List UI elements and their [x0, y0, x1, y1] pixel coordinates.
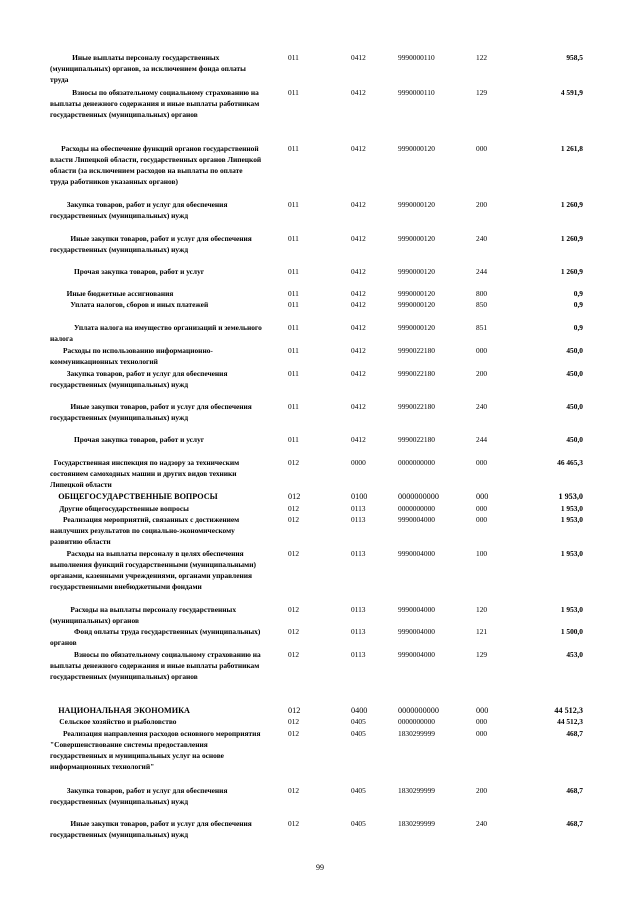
- col-amount: 44 512,3: [557, 717, 583, 726]
- col-expense-type: 000: [476, 458, 488, 467]
- col-ministry-code: 011: [288, 267, 299, 276]
- col-expense-type: 200: [476, 200, 488, 209]
- col-section-code: 0405: [351, 729, 366, 738]
- col-amount: 1 953,0: [560, 504, 583, 513]
- col-target-code: 9990000120: [398, 289, 435, 298]
- col-amount: 468,7: [566, 729, 583, 738]
- col-section-code: 0113: [351, 515, 366, 524]
- col-amount: 1 953,0: [560, 549, 583, 558]
- col-amount: 46 465,3: [557, 458, 583, 467]
- col-section-code: 0412: [351, 435, 366, 444]
- col-ministry-code: 011: [288, 323, 299, 332]
- col-amount: 1 260,9: [560, 200, 583, 209]
- row-description: Сельское хозяйство и рыболовство: [50, 717, 177, 726]
- row-description: ОБЩЕГОСУДАРСТВЕННЫЕ ВОПРОСЫ: [50, 492, 218, 501]
- col-amount: 450,0: [566, 369, 583, 378]
- row-description: Закупка товаров, работ и услуг для обеспечения государственных (муниципальных) нужд: [50, 200, 230, 220]
- col-section-code: 0412: [351, 289, 366, 298]
- row-description: Реализация мероприятий, связанных с достижением наилучших результатов по социально-экономическому развитию области: [50, 515, 242, 546]
- col-section-code: 0405: [351, 819, 366, 828]
- col-ministry-code: 012: [288, 717, 300, 726]
- col-ministry-code: 012: [288, 492, 301, 501]
- col-amount: 468,7: [566, 786, 583, 795]
- row-description: Реализация направления расходов основного мероприятия "Совершенствование системы предоставления государственных и муниципальных услуг на основе информационных технологий": [50, 729, 263, 771]
- col-target-code: 9990022180: [398, 402, 435, 411]
- col-target-code: 0000000000: [398, 458, 435, 467]
- col-target-code: 0000000000: [398, 492, 439, 501]
- col-amount: 1 500,0: [560, 627, 583, 636]
- col-target-code: 9990022180: [398, 346, 435, 355]
- col-expense-type: 240: [476, 819, 488, 828]
- col-target-code: 9990004000: [398, 605, 435, 614]
- col-amount: 453,0: [566, 650, 583, 659]
- col-ministry-code: 011: [288, 402, 299, 411]
- row-description: Закупка товаров, работ и услуг для обеспечения государственных (муниципальных) нужд: [50, 369, 230, 389]
- col-amount: 1 260,9: [560, 267, 583, 276]
- col-section-code: 0412: [351, 300, 366, 309]
- col-section-code: 0412: [351, 402, 366, 411]
- row-description: Иные закупки товаров, работ и услуг для обеспечения государственных (муниципальных) нужд: [50, 234, 254, 254]
- row-description: Иные бюджетные ассигнования: [50, 289, 174, 298]
- col-expense-type: 244: [476, 267, 488, 276]
- col-ministry-code: 012: [288, 627, 300, 636]
- col-expense-type: 200: [476, 369, 488, 378]
- col-expense-type: 000: [476, 346, 488, 355]
- col-target-code: 9990000110: [398, 88, 435, 97]
- col-expense-type: 000: [476, 144, 488, 153]
- col-expense-type: 100: [476, 549, 488, 558]
- col-expense-type: 000: [476, 729, 488, 738]
- col-target-code: 9990022180: [398, 435, 435, 444]
- col-target-code: 0000000000: [398, 717, 435, 726]
- col-section-code: 0113: [351, 549, 366, 558]
- col-amount: 1 260,9: [560, 234, 583, 243]
- col-ministry-code: 011: [288, 300, 299, 309]
- col-amount: 1 953,0: [560, 515, 583, 524]
- col-expense-type: 800: [476, 289, 488, 298]
- col-amount: 0,9: [573, 323, 583, 332]
- col-ministry-code: 011: [288, 234, 299, 243]
- row-description: Прочая закупка товаров, работ и услуг: [50, 435, 205, 444]
- col-ministry-code: 011: [288, 144, 299, 153]
- row-description: Иные закупки товаров, работ и услуг для обеспечения государственных (муниципальных) нужд: [50, 402, 254, 422]
- col-section-code: 0400: [351, 706, 368, 715]
- col-expense-type: 851: [476, 323, 488, 332]
- row-description: Расходы на обеспечение функций органов государственной власти Липецкой области, государственных органов Липецкой области (за исключением расходов на выплаты по оплате труда работников указанных органов): [50, 144, 264, 186]
- col-section-code: 0405: [351, 717, 366, 726]
- col-ministry-code: 012: [288, 458, 300, 467]
- col-amount: 450,0: [566, 402, 583, 411]
- col-ministry-code: 011: [288, 88, 299, 97]
- col-amount: 1 953,0: [558, 492, 583, 501]
- col-ministry-code: 012: [288, 819, 300, 828]
- col-expense-type: 240: [476, 234, 488, 243]
- col-ministry-code: 012: [288, 504, 300, 513]
- col-target-code: 0000000000: [398, 706, 439, 715]
- col-target-code: 9990000120: [398, 300, 435, 309]
- row-description: Взносы по обязательному социальному страхованию на выплаты денежного содержания и иные выплаты работникам государственных (муниципальных) органов: [50, 88, 262, 119]
- row-description: Другие общегосударственные вопросы: [50, 504, 189, 513]
- col-ministry-code: 012: [288, 786, 300, 795]
- page-number: 99: [316, 863, 324, 872]
- col-section-code: 0412: [351, 53, 366, 62]
- row-description: Иные выплаты персоналу государственных (муниципальных) органов, за исключением фонда оплаты труда: [50, 53, 248, 84]
- col-ministry-code: 011: [288, 289, 299, 298]
- row-description: Уплата налога на имущество организаций и земельного налога: [50, 323, 264, 343]
- col-section-code: 0113: [351, 627, 366, 636]
- row-description: Расходы по использованию информационно-коммуникационных технологий: [50, 346, 213, 366]
- col-section-code: 0113: [351, 650, 366, 659]
- col-section-code: 0113: [351, 504, 366, 513]
- col-target-code: 9990000120: [398, 144, 435, 153]
- row-description: Расходы на выплаты персоналу в целях обеспечения выполнения функций государственными (муниципальными) органами, казенными учреждениями, органами управления государственными внебюджетными фондами: [50, 549, 258, 591]
- col-section-code: 0412: [351, 200, 366, 209]
- col-target-code: 9990004000: [398, 650, 435, 659]
- col-target-code: 0000000000: [398, 504, 435, 513]
- col-expense-type: 000: [476, 706, 489, 715]
- col-amount: 450,0: [566, 346, 583, 355]
- col-expense-type: 244: [476, 435, 488, 444]
- col-target-code: 9990004000: [398, 515, 435, 524]
- col-expense-type: 129: [476, 88, 488, 97]
- col-ministry-code: 011: [288, 435, 299, 444]
- col-expense-type: 000: [476, 515, 488, 524]
- col-expense-type: 129: [476, 650, 488, 659]
- col-ministry-code: 011: [288, 369, 299, 378]
- col-section-code: 0412: [351, 144, 366, 153]
- col-section-code: 0412: [351, 267, 366, 276]
- col-section-code: 0113: [351, 605, 366, 614]
- col-expense-type: 121: [476, 627, 488, 636]
- col-target-code: 9990004000: [398, 549, 435, 558]
- col-amount: 0,9: [573, 289, 583, 298]
- row-description: Фонд оплаты труда государственных (муниципальных) органов: [50, 627, 263, 647]
- col-expense-type: 120: [476, 605, 488, 614]
- col-ministry-code: 012: [288, 650, 300, 659]
- col-target-code: 9990000120: [398, 234, 435, 243]
- col-ministry-code: 012: [288, 515, 300, 524]
- col-target-code: 1830299999: [398, 729, 435, 738]
- col-section-code: 0412: [351, 88, 366, 97]
- col-target-code: 9990004000: [398, 627, 435, 636]
- row-description: Расходы на выплаты персоналу государственных (муниципальных) органов: [50, 605, 238, 625]
- row-description: Иные закупки товаров, работ и услуг для обеспечения государственных (муниципальных) нужд: [50, 819, 254, 839]
- col-ministry-code: 011: [288, 200, 299, 209]
- col-expense-type: 000: [476, 504, 488, 513]
- col-ministry-code: 012: [288, 706, 301, 715]
- col-section-code: 0412: [351, 323, 366, 332]
- col-ministry-code: 011: [288, 53, 299, 62]
- col-expense-type: 200: [476, 786, 488, 795]
- row-description: Закупка товаров, работ и услуг для обеспечения государственных (муниципальных) нужд: [50, 786, 230, 806]
- row-description: Прочая закупка товаров, работ и услуг: [50, 267, 205, 276]
- col-amount: 1 953,0: [560, 605, 583, 614]
- col-amount: 468,7: [566, 819, 583, 828]
- col-expense-type: 000: [476, 717, 488, 726]
- col-section-code: 0100: [351, 492, 368, 501]
- col-ministry-code: 012: [288, 729, 300, 738]
- col-expense-type: 850: [476, 300, 488, 309]
- col-expense-type: 122: [476, 53, 488, 62]
- col-section-code: 0412: [351, 369, 366, 378]
- col-ministry-code: 011: [288, 346, 299, 355]
- col-amount: 1 261,8: [560, 144, 583, 153]
- col-target-code: 1830299999: [398, 786, 435, 795]
- col-amount: 958,5: [566, 53, 583, 62]
- col-section-code: 0412: [351, 346, 366, 355]
- col-target-code: 9990022180: [398, 369, 435, 378]
- col-section-code: 0000: [351, 458, 366, 467]
- row-description: НАЦИОНАЛЬНАЯ ЭКОНОМИКА: [50, 706, 190, 715]
- col-ministry-code: 012: [288, 605, 300, 614]
- row-description: Государственная инспекция по надзору за техническим состоянием самоходных машин и других видов техники Липецкой области: [50, 458, 242, 489]
- col-target-code: 1830299999: [398, 819, 435, 828]
- col-amount: 4 591,9: [560, 88, 583, 97]
- col-target-code: 9990000120: [398, 267, 435, 276]
- col-expense-type: 000: [476, 492, 489, 501]
- col-section-code: 0405: [351, 786, 366, 795]
- col-target-code: 9990000110: [398, 53, 435, 62]
- col-amount: 0,9: [573, 300, 583, 309]
- row-description: Взносы по обязательному социальному страхованию на выплаты денежного содержания и иные выплаты работникам государственных (муниципальных) органов: [50, 650, 263, 681]
- col-amount: 44 512,3: [554, 706, 583, 715]
- col-target-code: 9990000120: [398, 200, 435, 209]
- col-section-code: 0412: [351, 234, 366, 243]
- col-amount: 450,0: [566, 435, 583, 444]
- col-expense-type: 240: [476, 402, 488, 411]
- col-target-code: 9990000120: [398, 323, 435, 332]
- row-description: Уплата налогов, сборов и иных платежей: [50, 300, 209, 309]
- col-ministry-code: 012: [288, 549, 300, 558]
